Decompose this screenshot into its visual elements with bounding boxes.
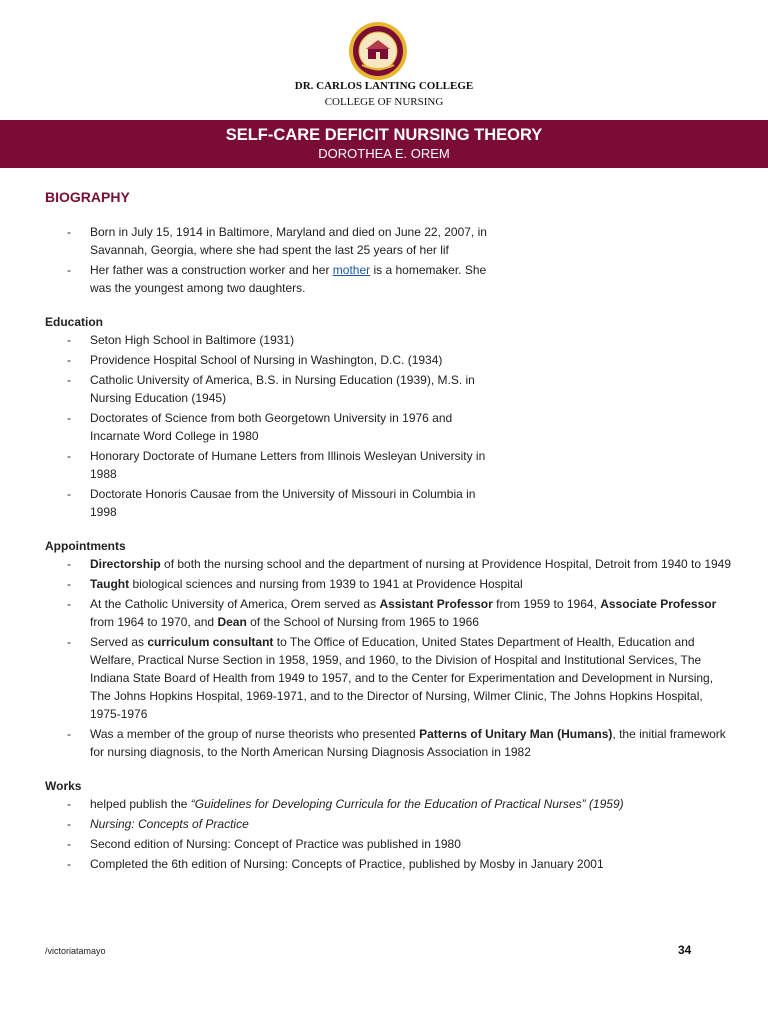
list-item: - At the Catholic University of America, Orem served as Assistant Professor from 1959 to 1964, Associate Professor from 1964 to 1970, and Dean of the School of Nursing from 1965 to 1966 [67, 597, 717, 629]
bullet-dash: - [67, 837, 71, 851]
bullet-dash: - [67, 597, 71, 611]
education-list [45, 331, 505, 521]
list-item: - Born in July 15, 1914 in Baltimore, Maryland and died on June 22, 2007, in Savannah, Georgia, where she had spent the last 25 years of her lif [67, 225, 487, 257]
document-title: SELF-CARE DEFICIT NURSING THEORY [225, 126, 543, 144]
bullet-dash: - [67, 225, 71, 239]
bullet-dash: - [67, 727, 71, 741]
bullet-dash: - [67, 411, 71, 425]
biography-heading: BIOGRAPHY [45, 189, 130, 205]
bullet-dash: - [67, 263, 71, 277]
college-subtitle: COLLEGE OF NURSING [324, 96, 444, 108]
title-banner [0, 120, 768, 168]
education-heading: Education [45, 315, 104, 329]
bullet-dash: - [67, 373, 71, 387]
list-item: - Taught biological sciences and nursing from 1939 to 1941 at Providence Hospital [67, 577, 523, 591]
list-item: - Served as curriculum consultant to The Office of Education, United States Department of Health, Education and Welfare, Practical Nurse Section in 1958, 1959, and 1960, to the Division of Hospital and Institutional Services, The Indiana State Board of Health from 1949 to 1957, and to the Center for Experimentation and Development in Nursing, The Johns Hopkins Hospital, 1969-1971, and to the Director of Nursing, Wilmer Clinic, The Johns Hopkins Hospital, 1975-1976 [67, 635, 714, 721]
document-body [45, 223, 735, 875]
list-item: - Honorary Doctorate of Humane Letters from Illinois Wesleyan University in 1988 [67, 449, 486, 481]
list-item: - Directorship of both the nursing school and the department of nursing at Providence Hospital, Detroit from 1940 to 1949 [67, 557, 732, 571]
bullet-dash: - [67, 353, 71, 367]
college-seal-logo [348, 21, 408, 81]
list-item: - Was a member of the group of nurse theorists who presented Patterns of Unitary Man (Humans), the initial framework for nursing diagnosis, to the North American Nursing Diagnosis Association in 1982 [67, 727, 726, 759]
bullet-dash: - [67, 797, 71, 811]
list-item: - Her father was a construction worker and her mother is a homemaker. She was the youngest among two daughters. [67, 263, 487, 295]
appointments-heading: Appointments [45, 539, 126, 553]
bullet-dash: - [67, 333, 71, 347]
list-item: - Providence Hospital School of Nursing in Washington, D.C. (1934) [67, 353, 443, 367]
bullet-dash: - [67, 449, 71, 463]
list-item: - Nursing: Concepts of Practice [67, 817, 249, 831]
appointments-list [45, 555, 735, 761]
list-item: - Doctorates of Science from both Georgetown University in 1976 and Incarnate Word College in 1980 [67, 411, 453, 443]
bullet-dash: - [67, 487, 71, 501]
list-item: - Second edition of Nursing: Concept of Practice was published in 1980 [67, 837, 461, 851]
college-name: DR. CARLOS LANTING COLLEGE [294, 80, 474, 92]
bullet-dash: - [67, 557, 71, 571]
works-heading: Works [45, 779, 82, 793]
works-list [45, 795, 735, 873]
list-item: - Seton High School in Baltimore (1931) [67, 333, 295, 347]
bullet-dash: - [67, 577, 71, 591]
footer-author: /victoriatamayo [45, 946, 106, 956]
bullet-dash: - [67, 635, 71, 649]
biography-list [45, 223, 505, 297]
page-number: 34 [678, 943, 692, 957]
list-item: - helped publish the “Guidelines for Developing Curricula for the Education of Practical Nurses” (1959) [67, 797, 624, 811]
bullet-dash: - [67, 857, 71, 871]
mother-link[interactable]: mother [332, 263, 371, 277]
list-item: - Completed the 6th edition of Nursing: Concepts of Practice, published by Mosby in January 2001 [67, 857, 604, 871]
bullet-dash: - [67, 817, 71, 831]
list-item: - Catholic University of America, B.S. in Nursing Education (1939), M.S. in Nursing Education (1945) [67, 373, 475, 405]
document-subtitle: DOROTHEA E. OREM [318, 146, 450, 161]
list-item: - Doctorate Honoris Causae from the University of Missouri in Columbia in 1998 [67, 487, 476, 519]
